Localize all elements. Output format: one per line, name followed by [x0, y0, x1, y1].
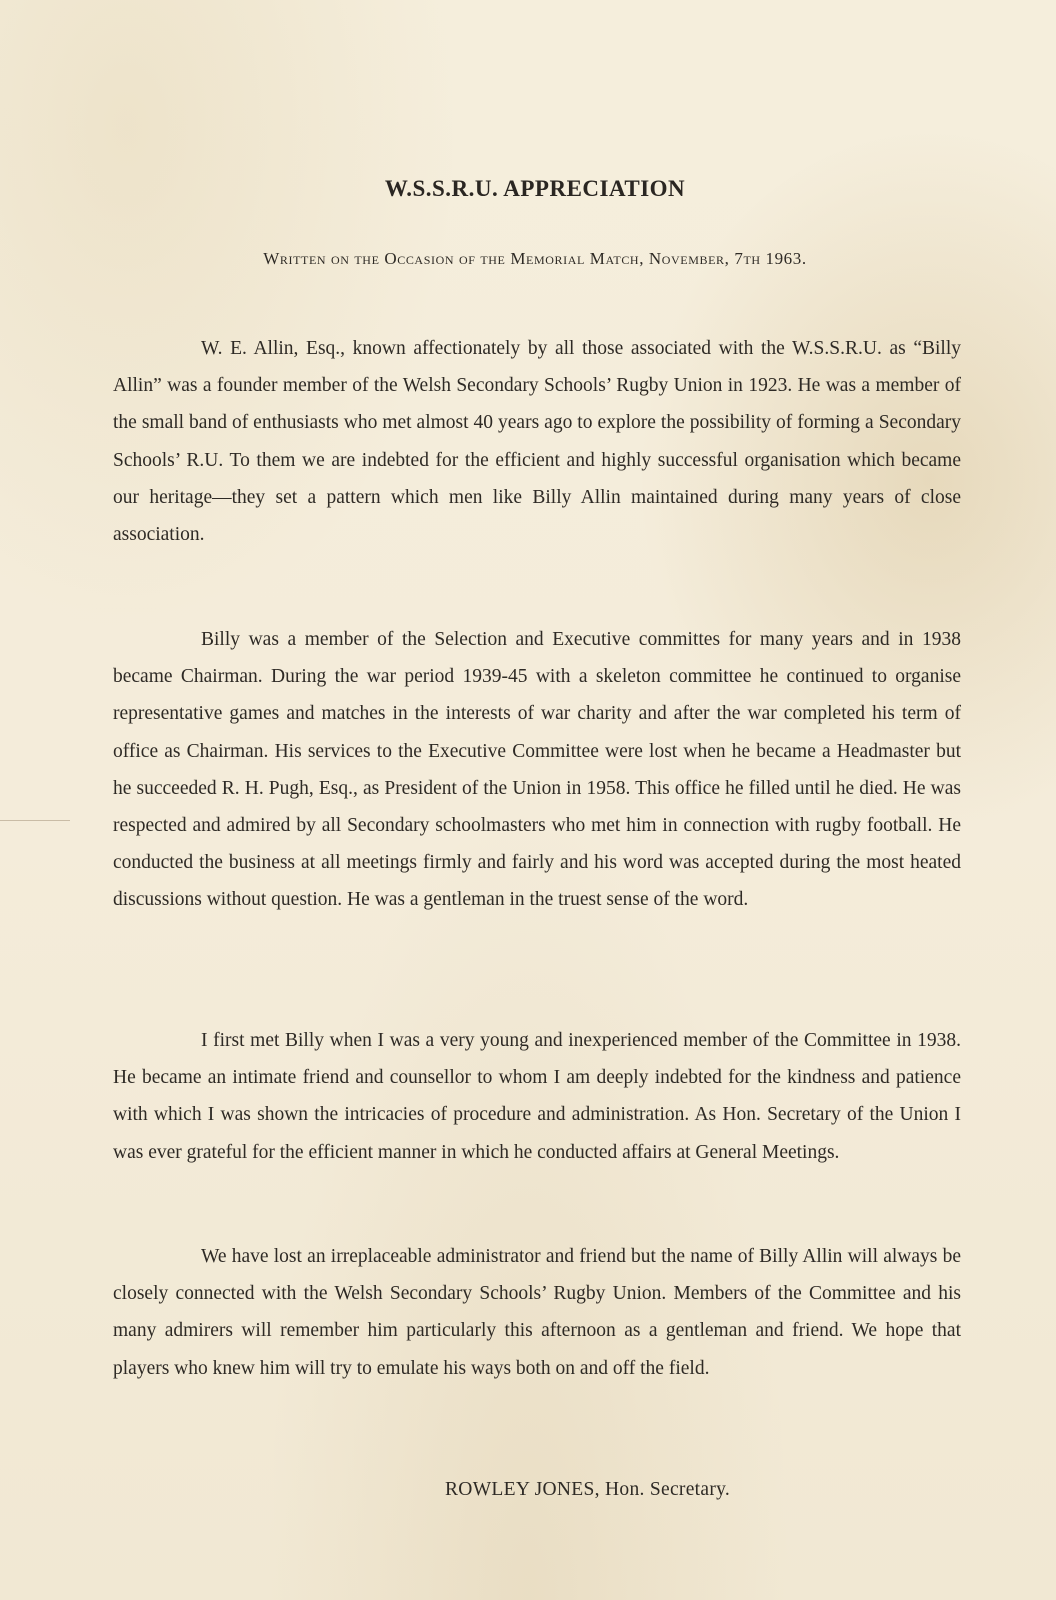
- document-subtitle: Written on the Occasion of the Memorial Match, November, 7th 1963.: [263, 249, 807, 268]
- paragraph-4: We have lost an irreplaceable administrator and friend but the name of Billy Allin will always be closely connected with the Welsh Secondary Schools’ Rugby Union. Members of the Committee and his many admirers will remember him particularly this afternoon as a gentleman and friend. We hope that players who knew him will try to emulate his ways both on and off the field.: [113, 1246, 961, 1379]
- fold-mark: [0, 820, 70, 821]
- document-title: W.S.S.R.U. APPRECIATION: [384, 176, 686, 201]
- paragraph-1: W. E. Allin, Esq., known affectionately by all those associated with the W.S.S.R.U. as “Billy Allin” was a founder member of the Welsh Secondary Schools’ Rugby Union in 1923. He was a member of the small band of enthusiasts who met almost 40 years ago to explore the possibility of forming a Secondary Schools’ R.U. To them we are indebted for the efficient and highly successful organisation which became our heritage—they set a pattern which men like Billy Allin maintained during many years of close association.: [113, 338, 961, 546]
- paragraph-3: I first met Billy when I was a very young and inexperienced member of the Committee in 1938. He became an intimate friend and counsellor to whom I am deeply indebted for the kindness and patience with which I was shown the intricacies of procedure and administration. As Hon. Secretary of the Union I was ever grateful for the efficient manner in which he conducted affairs at General Meetings.: [113, 1030, 961, 1163]
- paragraph-2: Billy was a member of the Selection and Executive committes for many years and in 1938 became Chairman. During the war period 1939-45 with a skeleton committee he continued to organise representative games and matches in the interests of war charity and after the war completed his term of office as Chairman. His services to the Executive Committee were lost when he became a Headmaster but he succeeded R. H. Pugh, Esq., as President of the Union in 1958. This office he filled until he died. He was respected and admired by all Secondary schoolmasters who met him in connection with rugby football. He conducted the business at all meetings firmly and fairly and his word was accepted during the most heated discussions without question. He was a gentleman in the truest sense of the word.: [113, 629, 961, 911]
- signature: ROWLEY JONES, Hon. Secretary.: [445, 1479, 731, 1500]
